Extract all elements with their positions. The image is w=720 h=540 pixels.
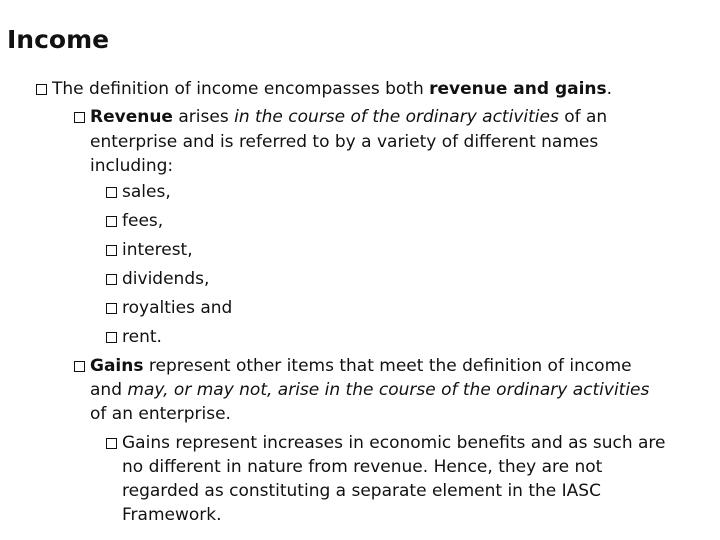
- square-bullet-icon: [106, 216, 117, 227]
- square-bullet-icon: [106, 245, 117, 256]
- list-item-text: interest,: [122, 240, 193, 260]
- slide-title: Income: [7, 25, 110, 54]
- list-item-text: fees,: [122, 211, 164, 231]
- list-item-text: rent.: [122, 327, 162, 347]
- bullet-gains: [74, 354, 632, 378]
- list-item: [106, 296, 232, 320]
- gains-line-2-start: and: [90, 380, 128, 400]
- list-item: [106, 325, 162, 349]
- revenue-text: arises: [172, 107, 235, 127]
- square-bullet-icon: [106, 303, 117, 314]
- gains-bold: Gains: [90, 356, 144, 376]
- revenue-italic: in the course of the ordinary activities: [234, 107, 559, 127]
- list-item: [106, 267, 209, 291]
- list-item-text: dividends,: [122, 269, 210, 289]
- square-bullet-icon: [106, 187, 117, 198]
- square-bullet-icon: [106, 438, 117, 449]
- gains-text: represent other items that meet the definition of income: [143, 356, 632, 376]
- bullet-definition: [36, 77, 612, 101]
- list-item-text: sales,: [122, 182, 171, 202]
- gains-italic: may, or may not, arise in the course of the ordinary activities: [127, 380, 650, 400]
- list-item-text: royalties and: [122, 298, 233, 318]
- revenue-line-3: including:: [90, 156, 174, 176]
- definition-text: The definition of income encompasses both: [52, 79, 430, 99]
- definition-bold: revenue and gains: [429, 79, 607, 99]
- revenue-bold: Revenue: [90, 107, 173, 127]
- gains-detail: [106, 431, 666, 455]
- square-bullet-icon: [36, 84, 47, 95]
- gains-detail-line-2: no different in nature from revenue. Hence, they are not: [122, 457, 603, 477]
- square-bullet-icon: [74, 112, 85, 123]
- revenue-line-2: enterprise and is referred to by a variety of different names: [90, 132, 599, 152]
- definition-end: .: [606, 79, 613, 99]
- revenue-text-2: of an: [558, 107, 608, 127]
- gains-line-3: of an enterprise.: [90, 404, 231, 424]
- gains-line-2: [90, 378, 649, 402]
- square-bullet-icon: [106, 274, 117, 285]
- gains-detail-line-3: regarded as constituting a separate element in the IASC: [122, 481, 601, 501]
- gains-detail-line-1: Gains represent increases in economic benefits and as such are: [122, 433, 666, 453]
- gains-detail-line-4: Framework.: [122, 505, 222, 525]
- list-item: [106, 180, 171, 204]
- list-item: [106, 238, 193, 262]
- square-bullet-icon: [74, 361, 85, 372]
- bullet-revenue: [74, 105, 607, 129]
- list-item: [106, 209, 163, 233]
- square-bullet-icon: [106, 332, 117, 343]
